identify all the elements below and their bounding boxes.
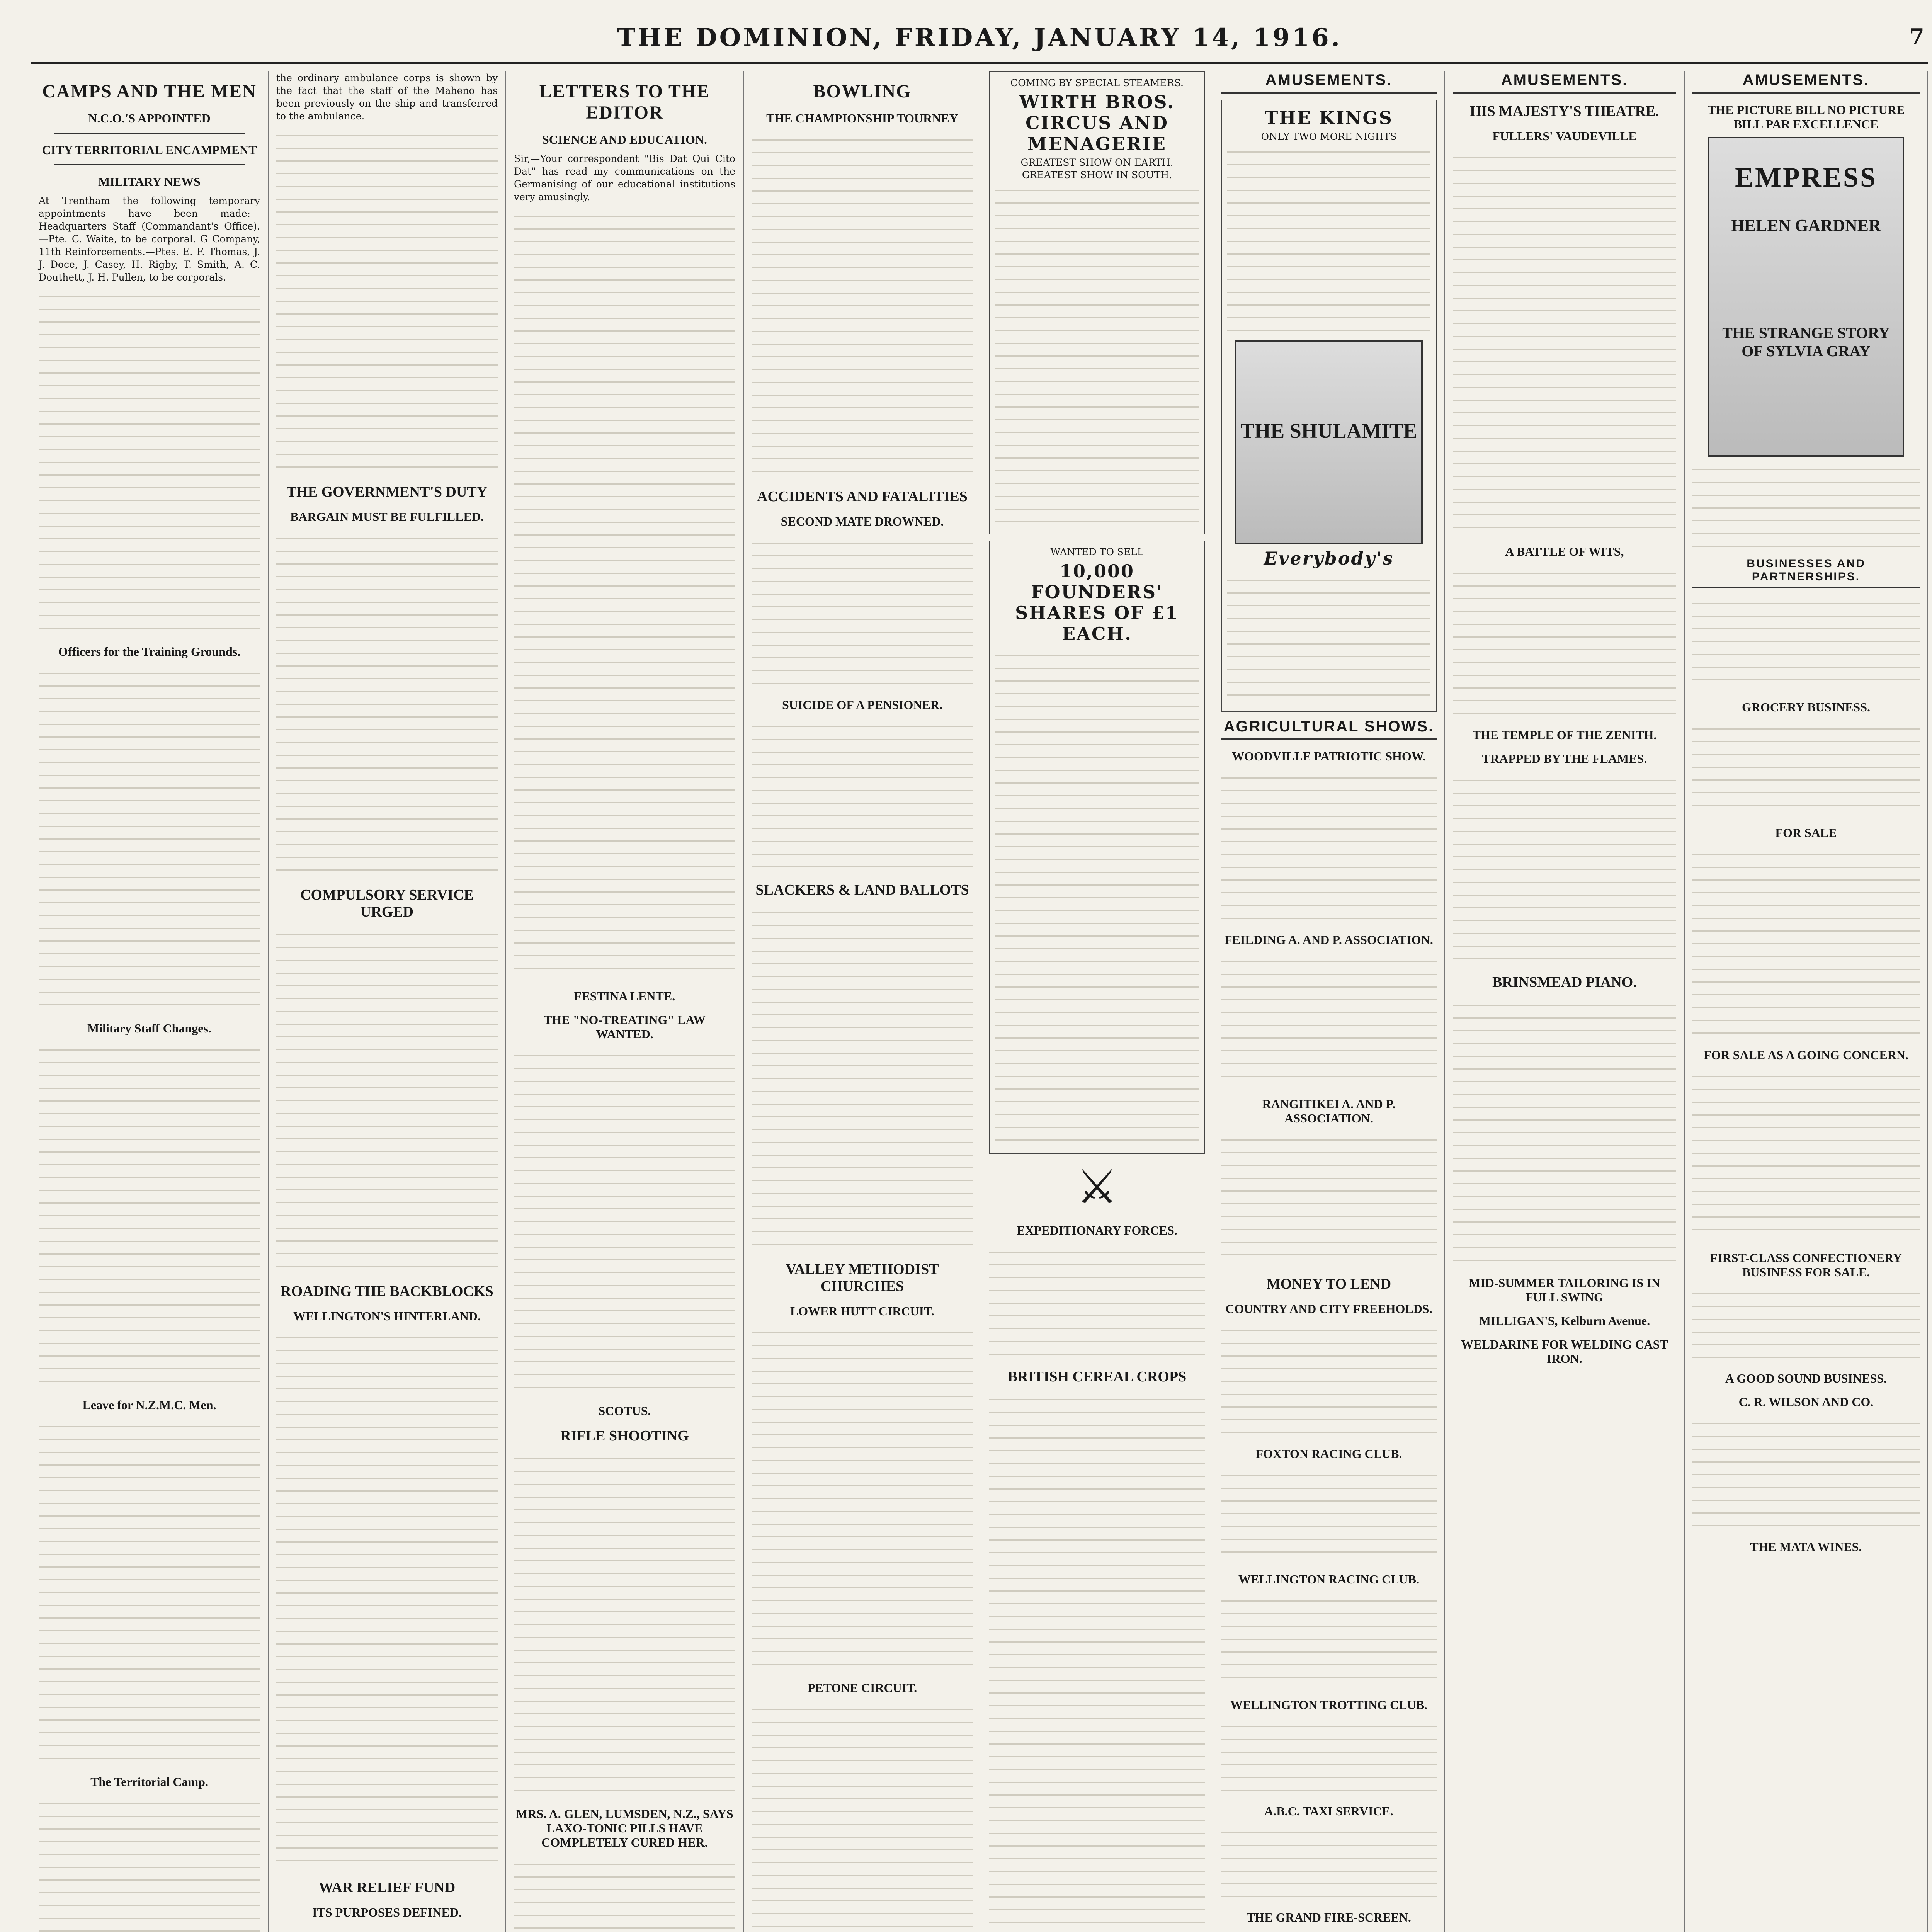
body-text-block (514, 207, 735, 980)
column-amusements-2 (1445, 71, 1685, 1932)
body-text-block (39, 1794, 260, 1932)
government-duty-heading: THE GOVERNMENT'S DUTY (286, 484, 488, 500)
amusements-heading: AMUSEMENTS. (1453, 71, 1676, 94)
hinterland-subheading: WELLINGTON'S HINTERLAND. (293, 1309, 481, 1323)
helen-gardner-name: HELEN GARDNER (1731, 216, 1881, 235)
body-text-block (39, 1041, 260, 1389)
mata-wines-heading: THE MATA WINES. (1750, 1540, 1862, 1554)
taxi-heading: A.B.C. TAXI SERVICE. (1264, 1804, 1393, 1818)
kings-tagline: ONLY TWO MORE NIGHTS (1261, 131, 1397, 142)
feilding-heading: FEILDING A. AND P. ASSOCIATION. (1225, 933, 1433, 947)
ad-text-block (1227, 571, 1430, 706)
body-text-block (752, 1701, 973, 1932)
body-text-block (514, 1047, 735, 1395)
camps-heading: CAMPS AND THE MEN (42, 81, 257, 102)
body-text-block (276, 529, 498, 877)
city-territorial-subheading: CITY TERRITORIAL ENCAMPMENT (42, 143, 257, 157)
empress-title: EMPRESS (1735, 162, 1878, 193)
ad-text-block (995, 181, 1199, 529)
military-staff-subheading: Military Staff Changes. (87, 1021, 211, 1035)
ad-text-block (1692, 845, 1920, 1039)
ad-text-block (1221, 769, 1437, 923)
tailoring-heading: MID-SUMMER TAILORING IS IN FULL SWING (1469, 1276, 1660, 1304)
territorial-camp-subheading: The Territorial Camp. (90, 1775, 208, 1789)
laxo-tonic-heading: MRS. A. GLEN, LUMSDEN, N.Z., SAYS LAXO-TONIC PILLS HAVE COMPLETELY CURED HER. (516, 1807, 733, 1849)
no-treating-heading: THE "NO-TREATING" LAW WANTED. (544, 1013, 706, 1041)
money-heading: MONEY TO LEND (1266, 1276, 1391, 1292)
compulsory-service-heading: COMPULSORY SERVICE URGED (300, 887, 474, 920)
war-relief-heading: WAR RELIEF FUND (318, 1879, 456, 1896)
businesses-heading: BUSINESSES AND PARTNERSHIPS. (1692, 557, 1920, 588)
circus-title: WIRTH BROS. CIRCUS AND MENAGERIE (1019, 92, 1175, 154)
bowling-heading: BOWLING (813, 81, 912, 102)
brinsmead-heading: BRINSMEAD PIANO. (1492, 974, 1637, 990)
ad-text-block (995, 646, 1199, 1149)
ad-text-block (1692, 594, 1920, 691)
column-camps (31, 71, 269, 1932)
going-concern-heading: FOR SALE AS A GOING CONCERN. (1704, 1048, 1908, 1062)
weldarine-heading: WELDARINE FOR WELDING CAST IRON. (1461, 1337, 1668, 1366)
wilson-heading: C. R. WILSON AND CO. (1738, 1395, 1874, 1409)
body-text-block (752, 718, 973, 872)
fire-screen-heading: THE GRAND FIRE-SCREEN. (1247, 1910, 1411, 1924)
his-majestys-heading: HIS MAJESTY'S THEATRE. (1470, 103, 1659, 119)
body-text-block (276, 126, 498, 474)
sound-business-heading: A GOOD SOUND BUSINESS. (1725, 1371, 1887, 1385)
amusements-heading: AMUSEMENTS. (1221, 71, 1437, 94)
ad-text-block (1221, 1466, 1437, 1563)
wanted-line: WANTED TO SELL (1050, 546, 1144, 558)
body-text-block (752, 1324, 973, 1672)
empress-poster (1708, 137, 1904, 457)
grocery-heading: GROCERY BUSINESS. (1742, 700, 1870, 714)
ad-text-block (989, 1243, 1205, 1359)
lower-hutt-subheading: LOWER HUTT CIRCUIT. (790, 1304, 935, 1318)
ad-text-block (1221, 1321, 1437, 1437)
battle-heading: A BATTLE OF WITS, (1505, 544, 1624, 558)
bargain-subheading: BARGAIN MUST BE FULFILLED. (290, 510, 484, 524)
nco-subheading: N.C.O.'S APPOINTED (88, 111, 211, 125)
letters-heading: LETTERS TO THE EDITOR (539, 81, 710, 123)
military-news-subheading: MILITARY NEWS (98, 175, 201, 189)
coming-line: COMING BY SPECIAL STEAMERS. (1010, 77, 1184, 88)
kings-advertisement (1221, 100, 1437, 712)
ad-text-block (1692, 461, 1920, 557)
trotting-heading: WELLINGTON TROTTING CLUB. (1230, 1698, 1428, 1712)
body-text-block (989, 1391, 1205, 1932)
shares-advertisement (989, 541, 1205, 1154)
expeditionary-heading: EXPEDITIONARY FORCES. (1017, 1223, 1177, 1237)
ad-text-block (1692, 1285, 1920, 1362)
kings-title: THE KINGS (1265, 107, 1393, 128)
ad-text-block (1227, 143, 1430, 336)
ad-text-block (1221, 1930, 1437, 1932)
ad-text-block (1453, 771, 1676, 964)
picture-bill-heading: THE PICTURE BILL NO PICTURE BILL PAR EXCELLENCE (1707, 103, 1905, 131)
for-sale-heading: FOR SALE (1775, 826, 1837, 840)
column-letters (506, 71, 744, 1932)
body-text-block (514, 1450, 735, 1798)
leave-subheading: Leave for N.Z.M.C. Men. (82, 1398, 216, 1412)
ad-text-block (1221, 1592, 1437, 1689)
circus-advertisement (989, 71, 1205, 534)
ad-text-block (1453, 996, 1676, 1267)
temple-heading: THE TEMPLE OF THE ZENITH. (1472, 728, 1657, 742)
ad-text-block (1221, 1718, 1437, 1795)
body-text-block (39, 1418, 260, 1765)
shares-title: 10,000 FOUNDERS' SHARES OF £1 EACH. (1015, 561, 1179, 644)
letter-lead-paragraph: Sir,—Your correspondent "Bis Dat Qui Cito Dat" has read my communications on the Germanising of our educational institutions very amusingly. (514, 153, 735, 202)
purposes-subheading: ITS PURPOSES DEFINED. (312, 1905, 462, 1919)
suicide-subheading: SUICIDE OF A PENSIONER. (782, 698, 942, 712)
column-bowling (744, 71, 981, 1932)
wellington-racing-heading: WELLINGTON RACING CLUB. (1238, 1572, 1419, 1586)
agricultural-heading: AGRICULTURAL SHOWS. (1221, 718, 1437, 740)
rifle-shooting-heading: RIFLE SHOOTING (560, 1428, 689, 1444)
slackers-heading: SLACKERS & LAND BALLOTS (755, 882, 969, 898)
second-mate-subheading: SECOND MATE DROWNED. (781, 514, 944, 528)
body-text-block (752, 131, 973, 479)
fullers-heading: FULLERS' VAUDEVILLE (1492, 129, 1637, 143)
milligan-heading: MILLIGAN'S, Kelburn Avenue. (1479, 1314, 1650, 1328)
body-text-block (39, 287, 260, 635)
letter-signature-scotus: SCOTUS. (598, 1404, 651, 1418)
freeholds-subheading: COUNTRY AND CITY FREEHOLDS. (1225, 1302, 1432, 1316)
body-text-block (276, 1329, 498, 1870)
cereal-crops-heading: BRITISH CEREAL CROPS (1007, 1369, 1187, 1385)
cannon-icon: ⚔ (1076, 1160, 1118, 1214)
body-text-block (276, 926, 498, 1274)
championship-subheading: THE CHAMPIONSHIP TOURNEY (766, 111, 958, 125)
masthead (31, 15, 1928, 64)
sylvia-gray-title: THE STRANGE STORY OF SYLVIA GRAY (1722, 324, 1890, 360)
column-government (269, 71, 506, 1932)
methodist-heading: VALLEY METHODIST CHURCHES (786, 1261, 939, 1294)
column-circus (981, 71, 1213, 1932)
amusements-heading: AMUSEMENTS. (1692, 71, 1920, 94)
body-text-block (514, 1855, 735, 1932)
ad-text-block (1453, 149, 1676, 535)
accidents-heading: ACCIDENTS AND FATALITIES (757, 488, 968, 505)
confectionery-heading: FIRST-CLASS CONFECTIONERY BUSINESS FOR SALE. (1710, 1251, 1902, 1279)
science-subheading: SCIENCE AND EDUCATION. (542, 133, 707, 146)
ad-text-block (1692, 1068, 1920, 1242)
flames-heading: TRAPPED BY THE FLAMES. (1482, 752, 1647, 765)
everybodys-title: Everybody's (1264, 548, 1394, 569)
camps-lead-paragraph: At Trentham the following temporary appointments have been made:— Headquarters Staff (Commandant's Office).—Pte. C. Waite, to be corporal. G Company, 11th Reinforcements.—Ptes. E. F. Thomas, J. J. Doce, J. Casey, H. Rigby, T. Smith, A. C. Douthett, J. H. Pullen, to be corporals. (39, 195, 260, 283)
body-text-block (752, 904, 973, 1252)
body-text-block (39, 664, 260, 1012)
page-number: 7 (1909, 24, 1924, 49)
ad-text-block (1221, 952, 1437, 1088)
ad-text-block (1221, 1131, 1437, 1266)
column-amusements-3 (1685, 71, 1928, 1932)
letter-signature: FESTINA LENTE. (574, 989, 675, 1003)
foxton-heading: FOXTON RACING CLUB. (1255, 1447, 1402, 1461)
ad-text-block (1221, 1824, 1437, 1901)
circus-tagline: GREATEST SHOW ON EARTH. GREATEST SHOW IN SOUTH. (1020, 157, 1173, 180)
body-text-block (276, 1925, 498, 1932)
training-grounds-subheading: Officers for the Training Grounds. (58, 645, 241, 658)
ambulance-paragraph: the ordinary ambulance corps is shown by the fact that the staff of the Maheno has been previously on the ship and transferred to the ambulance. (276, 72, 498, 122)
shulamite-title: THE SHULAMITE (1240, 419, 1417, 442)
newspaper-title: THE DOMINION, FRIDAY, JANUARY 14, 1916. (617, 23, 1342, 52)
ad-text-block (1692, 1415, 1920, 1531)
ad-text-block (1453, 564, 1676, 719)
body-text-block (752, 534, 973, 689)
rangitikei-heading: RANGITIKEI A. AND P. ASSOCIATION. (1262, 1097, 1396, 1125)
column-amusements-1 (1213, 71, 1445, 1932)
roading-heading: ROADING THE BACKBLOCKS (281, 1283, 493, 1299)
woodville-heading: WOODVILLE PATRIOTIC SHOW. (1232, 749, 1426, 763)
ad-text-block (1692, 720, 1920, 816)
petone-subheading: PETONE CIRCUIT. (807, 1681, 917, 1695)
shulamite-poster (1235, 340, 1423, 544)
